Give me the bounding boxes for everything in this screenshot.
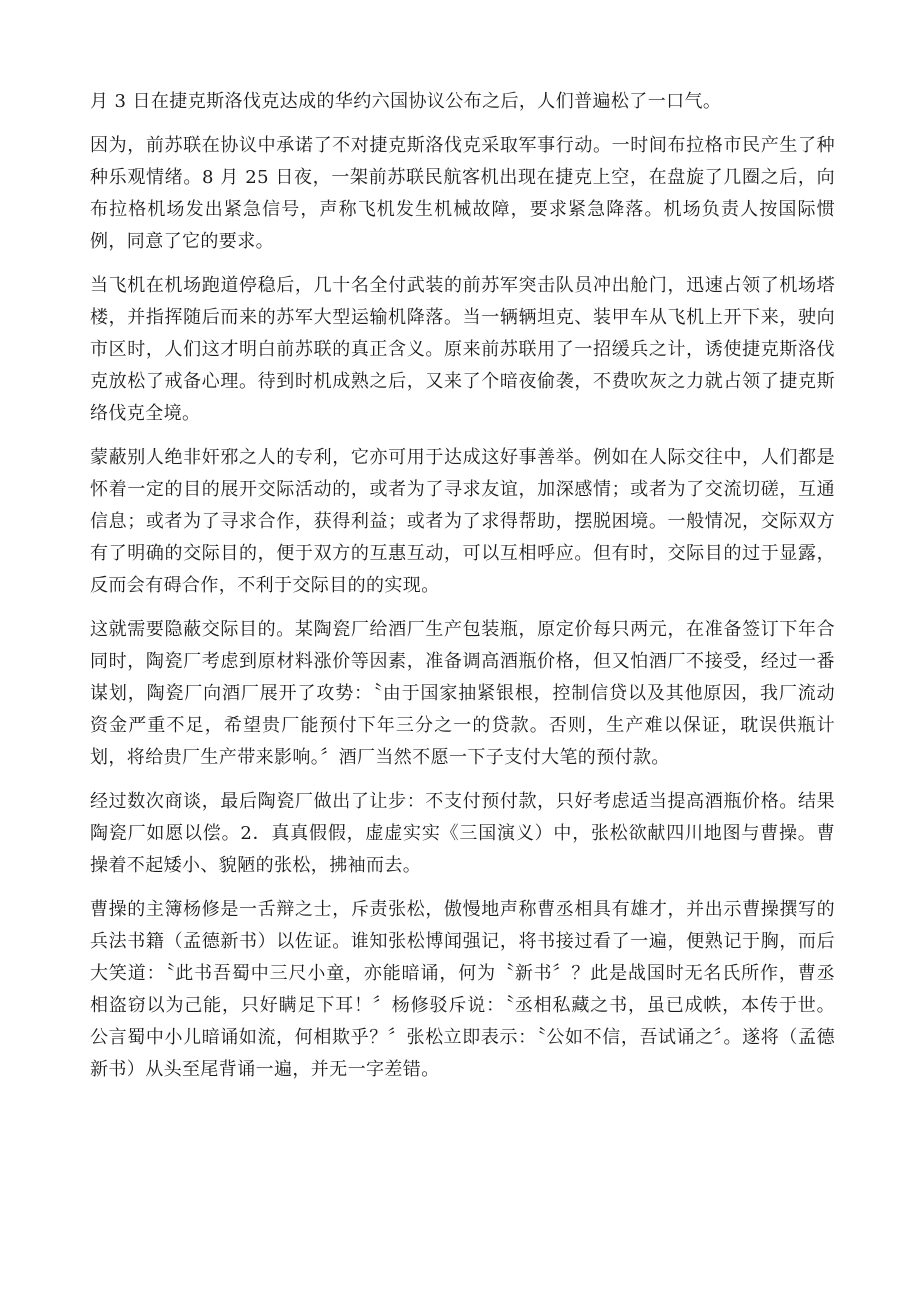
paragraph-5: 这就需要隐蔽交际目的。某陶瓷厂给酒厂生产包装瓶，原定价每只两元，在准备签订下年合同时，陶瓷厂考虑到原材料涨价等因素，准备调高酒瓶价格，但又怕酒厂不接受，经过一番谋划，陶瓷厂向酒厂展开了攻势：〝由于国家抽紧银根，控制信贷以及其他原因，我厂流动资金严重不足，希望贵厂能预付下年三分之一的贷款。否则，生产难以保证，耽误供瓶计划，将给贵厂生产带来影响。〞酒厂当然不愿一下子支付大笔的预付款。	[90, 619, 835, 768]
paragraph-1: 月 3 日在捷克斯洛伐克达成的华约六国协议公布之后，人们普遍松了一口气。	[90, 91, 722, 112]
document-body	[90, 86, 835, 1098]
paragraph-7: 曹操的主簿杨修是一舌辩之士，斥责张松，傲慢地声称曹丞相具有雄才，并出示曹操撰写的兵法书籍（孟德新书）以佐证。谁知张松博闻强记，将书接过看了一遍，便熟记于胸，而后大笑道：〝此书吾蜀中三尺小童，亦能暗诵，何为〝新书〞？此是战国时无名氏所作，曹丞相盗窃以为己能，只好瞒足下耳！〞杨修驳斥说：〝丞相私藏之书，虽已成帙，本传于世。公言蜀中小儿暗诵如流，何相欺乎？〞张松立即表示：〝公如不信，吾试诵之〞。遂将（孟德新书）从头至尾背诵一遍，并无一字差错。	[90, 899, 835, 1080]
paragraph-4: 蒙蔽别人绝非奸邪之人的专利，它亦可用于达成这好事善举。例如在人际交往中，人们都是怀着一定的目的展开交际活动的，或者为了寻求友谊，加深感情；或者为了交流切磋，互通信息；或者为了寻求合作，获得利益；或者为了求得帮助，摆脱困境。一般情况，交际双方有了明确的交际目的，便于双方的互惠互动，可以互相呼应。但有时，交际目的过于显露，反而会有碍合作，不利于交际目的的实现。	[90, 447, 835, 596]
paragraph-6: 经过数次商谈，最后陶瓷厂做出了让步：不支付预付款，只好考虑适当提高酒瓶价格。结果陶瓷厂如愿以偿。2．真真假假，虚虚实实《三国演义）中，张松欲献四川地图与曹操。曹操着不起矮小、貌陋的张松，拂袖而去。	[90, 791, 835, 876]
paragraph-3: 当飞机在机场跑道停稳后，几十名全付武装的前苏军突击队员冲出舱门，迅速占领了机场塔楼，并指挥随后而来的苏军大型运输机降落。当一辆辆坦克、装甲车从飞机上开下来，驶向市区时，人们这才明白前苏联的真正含义。原来前苏联用了一招缓兵之计，诱使捷克斯洛伐克放松了戒备心理。待到时机成熟之后，又来了个暗夜偷袭，不费吹灰之力就占领了捷克斯络伐克全境。	[90, 275, 835, 424]
paragraph-2: 因为，前苏联在协议中承诺了不对捷克斯洛伐克采取军事行动。一时间布拉格市民产生了种种乐观情绪。8 月 25 日夜，一架前苏联民航客机出现在捷克上空，在盘旋了几圈之后，向布拉格机场发出紧急信号，声称飞机发生机械故障，要求紧急降落。机场负责人按国际惯例，同意了它的要求。	[90, 135, 835, 252]
